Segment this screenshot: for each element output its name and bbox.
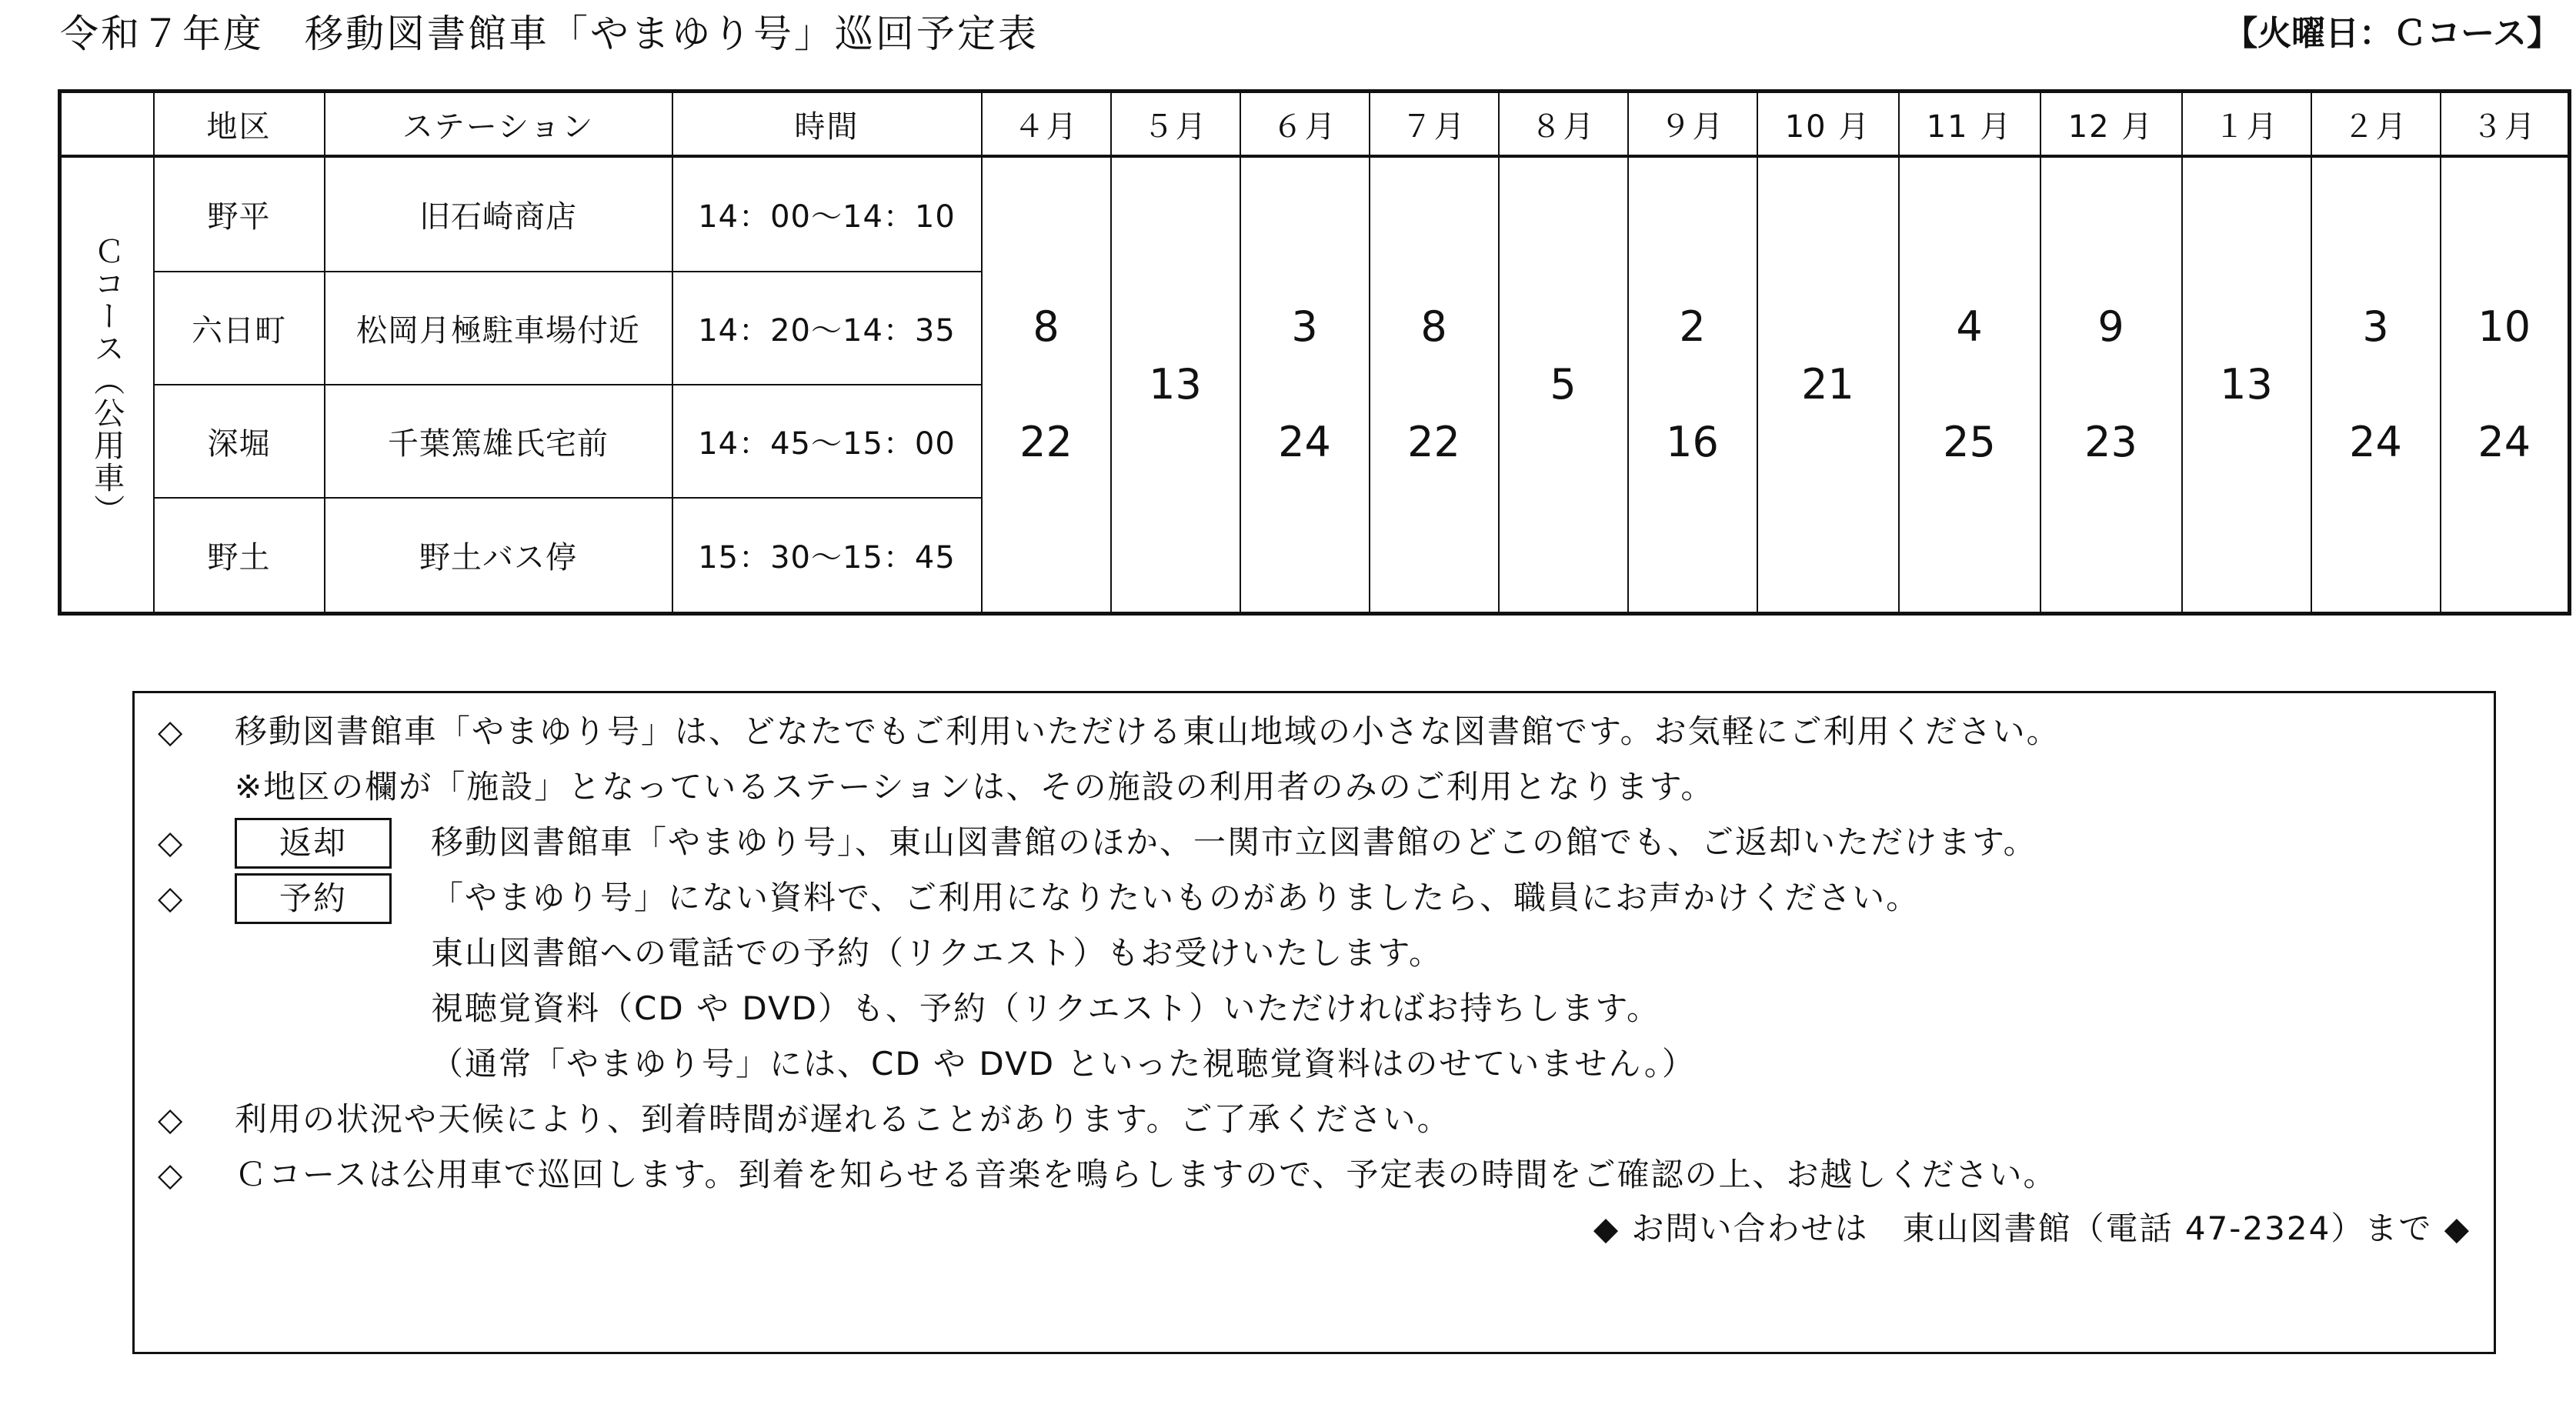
course-name-cell: [60, 156, 154, 614]
district-cell: 深堀: [154, 385, 325, 498]
header-course: [60, 92, 154, 157]
note-reserve-av-note: （通常「やまゆり号」には、CD や DVD といった視聴覚資料はのせていません。）: [431, 1045, 1696, 1083]
note-reserve-av: 視聴覚資料（CD や DVD）も、予約（リクエスト）いただければお持ちします。: [431, 989, 1661, 1027]
diamond-bullet-icon: ◇: [158, 823, 185, 861]
station-cell: 旧石崎商店: [325, 156, 672, 272]
header-month: ７月: [1370, 92, 1499, 157]
return-label: 返却: [235, 818, 392, 869]
station-cell: 松岡月極駐車場付近: [325, 272, 672, 385]
visit-day: 13: [2220, 360, 2273, 409]
header-month: 11 月: [1899, 92, 2040, 157]
month-days-cell: [982, 156, 1111, 614]
month-days-cell: [1111, 156, 1240, 614]
header-district: 地区: [154, 92, 325, 157]
time-cell: 14：45〜15：00: [672, 385, 982, 498]
visit-day: 21: [1801, 360, 1854, 409]
header-month: ６月: [1240, 92, 1370, 157]
reserve-label: 予約: [235, 873, 392, 924]
month-days-cell: [1628, 156, 1757, 614]
station-cell: 千葉篤雄氏宅前: [325, 385, 672, 498]
header-month: ５月: [1111, 92, 1240, 157]
district-cell: 野平: [154, 156, 325, 272]
header-time: 時間: [672, 92, 982, 157]
month-days-cell: [1240, 156, 1370, 614]
course-label: 【火曜日：Ｃコース】: [2224, 14, 2561, 53]
header-month: ２月: [2311, 92, 2441, 157]
note-return: 移動図書館車「やまゆり号」、東山図書館のほか、一関市立図書館のどこの館でも、ご返却いただけます。: [431, 823, 2037, 861]
diamond-bullet-icon: ◇: [158, 1100, 185, 1138]
note-weather: 利用の状況や天候により、到着時間が遅れることがあります。ご了承ください。: [235, 1100, 1451, 1138]
schedule-table: [58, 89, 2571, 616]
visit-day: 23: [2084, 418, 2137, 466]
header-row: [60, 92, 2570, 157]
header-month: ３月: [2441, 92, 2570, 157]
visit-day: 16: [1666, 418, 1719, 466]
visit-day: 8: [1033, 302, 1059, 351]
header-station: ステーション: [325, 92, 672, 157]
diamond-bullet-icon: ◇: [158, 1156, 185, 1193]
notes-box: [132, 691, 2496, 1354]
header-month: ８月: [1499, 92, 1628, 157]
header-month: １月: [2182, 92, 2311, 157]
visit-day: 9: [2097, 302, 2124, 351]
header-month: ４月: [982, 92, 1111, 157]
contact-info: ◆ お問い合わせは 東山図書館（電話 47-2324）まで ◆: [1593, 1209, 2471, 1247]
visit-day: 22: [1407, 418, 1460, 466]
header-month: 10 月: [1757, 92, 1899, 157]
visit-day: 3: [2362, 302, 2389, 351]
district-cell: 野土: [154, 498, 325, 614]
page-title: 令和７年度 移動図書館車「やまゆり号」巡回予定表: [60, 12, 1039, 56]
district-cell: 六日町: [154, 272, 325, 385]
month-days-cell: [2182, 156, 2311, 614]
table-row: [60, 156, 2570, 272]
visit-day: 8: [1420, 302, 1447, 351]
diamond-bullet-icon: ◇: [158, 879, 185, 916]
diamond-bullet-icon: ◇: [158, 712, 185, 750]
note-reserve: 「やまゆり号」にない資料で、ご利用になりたいものがありましたら、職員にお声かけください。: [431, 879, 1920, 916]
header-month: 12 月: [2040, 92, 2182, 157]
time-cell: 14：20〜14：35: [672, 272, 982, 385]
time-cell: 15：30〜15：45: [672, 498, 982, 614]
visit-day: 24: [1278, 418, 1331, 466]
visit-day: 24: [2349, 418, 2402, 466]
station-cell: 野土バス停: [325, 498, 672, 614]
month-days-cell: [1370, 156, 1499, 614]
header-month: ９月: [1628, 92, 1757, 157]
visit-day: 25: [1943, 418, 1996, 466]
visit-day: 24: [2478, 418, 2531, 466]
note-facility: ※地区の欄が「施設」となっているステーションは、その施設の利用者のみのご利用となります。: [235, 768, 1715, 806]
visit-day: 10: [2478, 302, 2531, 351]
month-days-cell: [2441, 156, 2570, 614]
visit-day: 13: [1149, 360, 1202, 409]
visit-day: 4: [1956, 302, 1983, 351]
course-name: Ｃコース（公用車）: [88, 235, 125, 526]
visit-day: 3: [1291, 302, 1318, 351]
month-days-cell: [2311, 156, 2441, 614]
note-intro: 移動図書館車「やまゆり号」は、どなたでもご利用いただける東山地域の小さな図書館です。お気軽にご利用ください。: [235, 712, 2060, 750]
note-course: Ｃコースは公用車で巡回します。到着を知らせる音楽を鳴らしますので、予定表の時間をご確認の上、お越しください。: [235, 1156, 2057, 1193]
note-reserve-phone: 東山図書館への電話での予約（リクエスト）もお受けいたします。: [431, 934, 1443, 972]
month-days-cell: [2040, 156, 2182, 614]
month-days-cell: [1499, 156, 1628, 614]
visit-day: 5: [1550, 360, 1577, 409]
month-days-cell: [1899, 156, 2040, 614]
time-cell: 14：00〜14：10: [672, 156, 982, 272]
visit-day: 2: [1679, 302, 1706, 351]
month-days-cell: [1757, 156, 1899, 614]
visit-day: 22: [1019, 418, 1073, 466]
